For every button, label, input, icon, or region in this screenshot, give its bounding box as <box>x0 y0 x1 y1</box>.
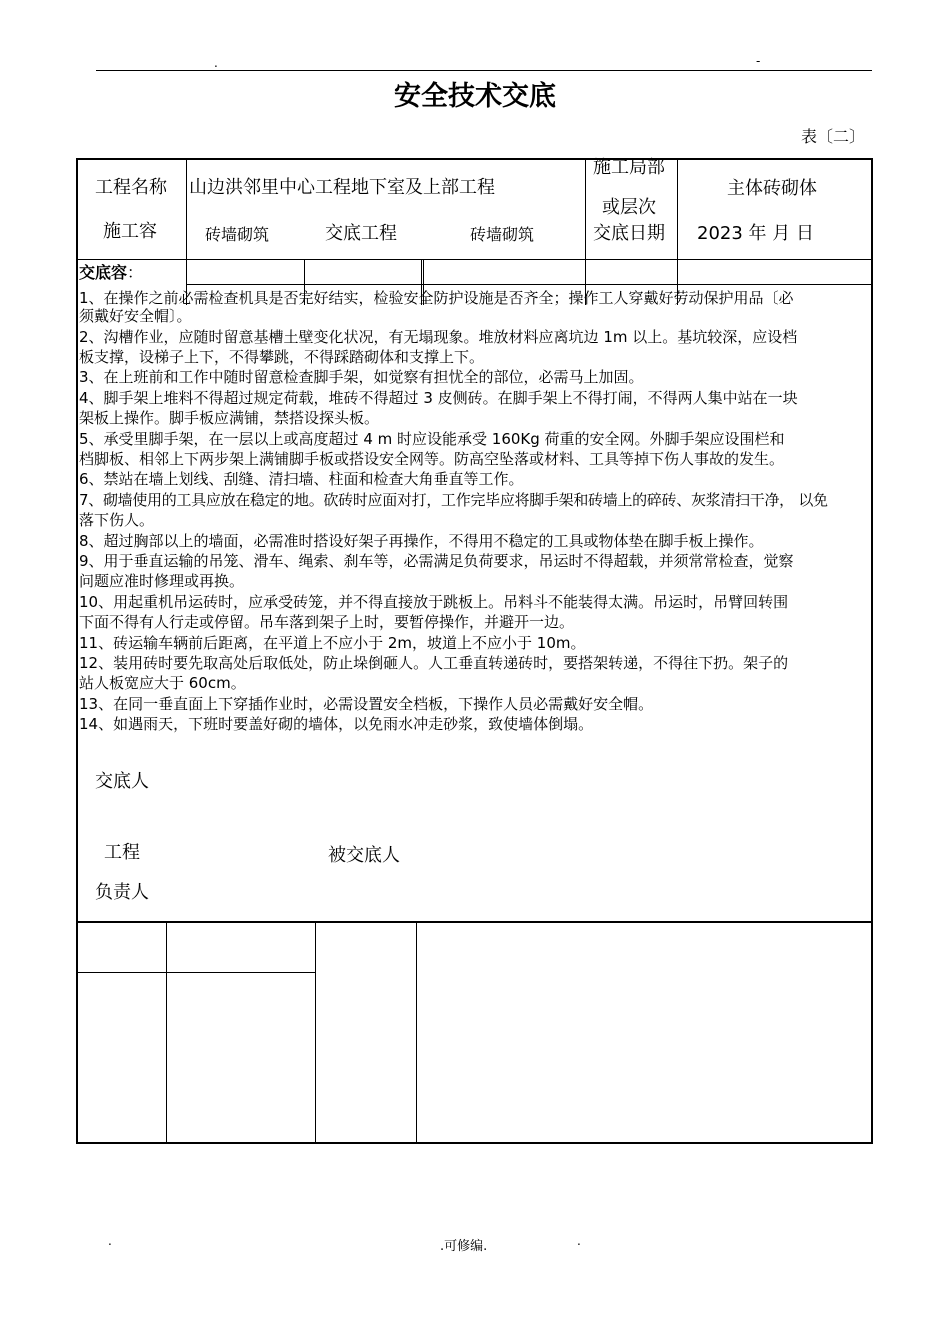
content-heading-colon: ： <box>127 263 144 282</box>
lower-grid-top-rule <box>76 921 873 923</box>
form-number: 表〔二〕 <box>801 127 866 146</box>
content-line: 9、用于垂直运输的吊笼、滑车、绳索、刹车等，必需满足负荷要求，吊运时不得超载，并须常常检查，觉察 <box>79 552 794 570</box>
table-top-border <box>76 158 873 160</box>
lower-grid-row-rule <box>76 972 316 973</box>
content-line: 2、沟槽作业，应随时留意基槽土壁变化状况，有无塌现象。堆放材料应离坑边 1m 以上。基坑较深，应设档 <box>79 328 798 346</box>
info-col-divider-3 <box>677 158 678 260</box>
content-line: 站人板宽应大于 60cm。 <box>79 674 246 692</box>
content-line: 8、超过胸部以上的墙面，必需准时搭设好架子再操作，不得用不稳定的工具或物体垫在脚手板上操作。 <box>79 532 764 550</box>
footer-dot-left: . <box>108 1234 112 1248</box>
content-line: 10、用起重机吊运砖时，应承受砖笼，并不得直接放于跳板上。吊料斗不能装得太满。吊运时，吊臂回转围 <box>79 593 789 611</box>
content-line: 须戴好安全帽〕。 <box>79 307 192 325</box>
footer-editable-note: .可修编. <box>440 1239 488 1254</box>
briefing-project-value: 砖墙砌筑 <box>470 225 535 244</box>
content-line: 12、装用砖时要先取高处后取低处，防止垛倒砸人。人工垂直转递砖时，要搭架转递，不得往下扔。架子的 <box>79 654 789 672</box>
date-label: 交底日期 <box>593 223 665 244</box>
content-line: 5、承受里脚手架，在一层以上或高度超过 4 m 时应设能承受 160Kg 荷重的安全网。外脚手架应设围栏和 <box>79 430 785 448</box>
briefer-label: 交底人 <box>95 771 149 792</box>
lower-grid-col-1 <box>166 922 167 1143</box>
content-line: 3、在上班前和工作中随时留意检查脚手架，如觉察有担忧全的部位，必需马上加固。 <box>79 368 644 386</box>
content-line: 架板上操作。脚手板应满铺，禁搭设探头板。 <box>79 409 380 427</box>
content-row-rule <box>186 284 872 285</box>
project-manager-label-line2: 负责人 <box>95 882 149 903</box>
content-line: 13、在同一垂直面上下穿插作业时，必需设置安全档板，下操作人员必需戴好安全帽。 <box>79 695 654 713</box>
project-manager-label-line1: 工程 <box>104 842 140 863</box>
content-line: 14、如遇雨天，下班时要盖好砌的墙体，以免雨水冲走砂浆，致使墙体倒塌。 <box>79 715 594 733</box>
content-line: 1、在操作之前必需检查机具是否完好结实，检验安全防护设施是否齐全；操作工人穿戴好劳动保护用品〔必 <box>79 289 794 307</box>
content-line: 4、脚手架上堆料不得超过规定荷载，堆砖不得超过 3 皮侧砖。在脚手架上不得打闹，不得两人集中站在一块 <box>79 389 798 407</box>
project-name-value: 山边洪邻里中心工程地下室及上部工程 <box>189 177 495 198</box>
content-line: 落下伤人。 <box>79 511 155 529</box>
table-left-border <box>76 158 78 1144</box>
content-line: 下面不得有人行走或停留。吊车落到架子上时，要暂停操作，并避开一边。 <box>79 613 575 631</box>
page-title: 安全技术交底 <box>394 81 556 112</box>
content-label: 施工容 <box>103 221 157 242</box>
table-right-border <box>871 158 873 1144</box>
lower-grid-col-2 <box>315 922 316 1143</box>
content-heading <box>79 260 143 283</box>
info-col-divider-1 <box>186 158 187 260</box>
content-heading-text: 交底容 <box>79 263 128 282</box>
section-label-line2: 或层次 <box>602 197 656 218</box>
header-rule <box>96 70 872 71</box>
date-value: 2023 年 月 日 <box>697 223 814 244</box>
section-value: 主体砖砌体 <box>727 178 817 199</box>
content-line: 6、禁站在墙上划线、刮缝、清扫墙、柱面和检查大角垂直等工作。 <box>79 470 524 488</box>
section-label-line1: 施工局部 <box>593 157 665 178</box>
footer-dot-right: . <box>577 1234 581 1248</box>
header-dot-right: - <box>756 54 761 68</box>
recipient-label: 被交底人 <box>328 845 400 866</box>
header-dot-left: . <box>214 56 218 70</box>
project-name-label: 工程名称 <box>95 177 167 198</box>
info-bottom-rule <box>76 259 873 260</box>
content-line: 问题应准时修理或再换。 <box>79 572 245 590</box>
info-col-divider-2 <box>585 158 586 260</box>
lower-grid-col-3 <box>416 922 417 1143</box>
briefing-project-label: 交底工程 <box>325 223 397 244</box>
content-line: 档脚板、相邻上下两步架上满铺脚手板或搭设安全网等。防高空坠落或材料、工具等掉下伤人事故的发生。 <box>79 450 785 468</box>
content-line: 11、砖运输车辆前后距离，在平道上不应小于 2m，坡道上不应小于 10m。 <box>79 634 586 652</box>
table-bottom-border <box>76 1142 873 1144</box>
content-value: 砖墙砌筑 <box>205 225 270 244</box>
content-line: 7、砌墙使用的工具应放在稳定的地。砍砖时应面对打，工作完毕应将脚手架和砖墙上的碎砖、灰浆清扫干净， 以免 <box>79 491 828 509</box>
content-line: 板支撑，设梯子上下，不得攀跳，不得踩踏砌体和支撑上下。 <box>79 348 485 366</box>
